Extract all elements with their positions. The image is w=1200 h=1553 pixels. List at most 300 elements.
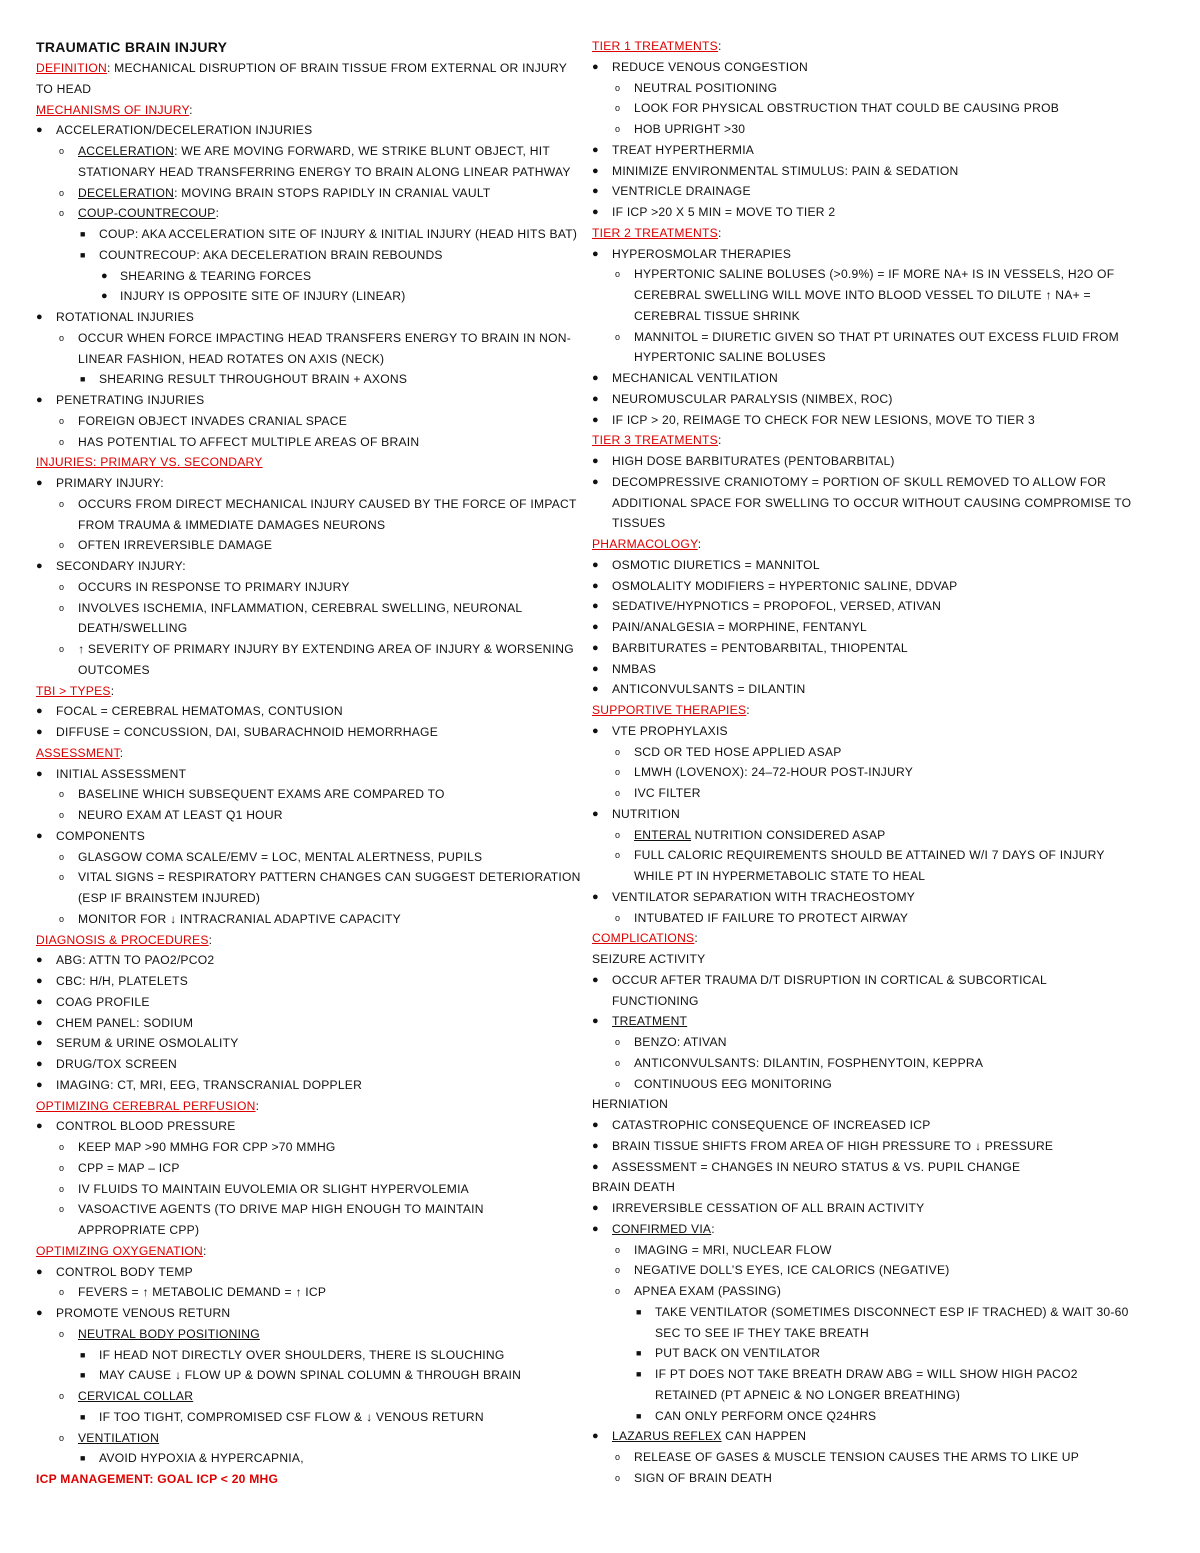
heading-label: MECHANISMS OF INJURY (36, 102, 190, 117)
square-bullet-icon: ■ (80, 229, 86, 239)
circle-bullet-icon: o (59, 644, 65, 654)
bullet-icon: ● (592, 621, 599, 633)
list-item (592, 555, 1132, 576)
list-item (592, 264, 1132, 285)
bullet-icon: ● (592, 1015, 599, 1028)
section-heading (36, 1096, 576, 1117)
item-body: ANTICONVULSANTS = DILANTIN (612, 682, 806, 697)
list-item (592, 721, 1132, 742)
item-body: FULL CALORIC REQUIREMENTS SHOULD BE ATTAINED W/I 7 DAYS OF INJURY (634, 848, 1105, 863)
continuation-line (592, 1323, 1132, 1344)
bullet-icon: ● (36, 726, 43, 738)
circle-bullet-icon: o (615, 331, 621, 342)
list-item (36, 701, 576, 722)
list-item (592, 1136, 1132, 1157)
item-body: NUTRITION CONSIDERED ASAP (691, 827, 886, 842)
list-item (592, 596, 1132, 617)
item-body: NEUROMUSCULAR PARALYSIS (NIMBEX, ROC) (612, 391, 893, 406)
item-text (36, 1265, 193, 1279)
list-item (592, 1364, 1132, 1385)
bullet-icon: ● (592, 890, 599, 903)
list-item (36, 1262, 576, 1283)
circle-bullet-icon: o (615, 1057, 621, 1068)
list-item (36, 598, 576, 619)
heading-text: : MECHANICAL DISRUPTION OF BRAIN TISSUE FROM EXTERNAL OR INJURY (106, 61, 568, 75)
list-item (36, 1345, 576, 1366)
item-body: : MOVING BRAIN STOPS RAPIDLY IN CRANIAL VAULT (174, 185, 491, 200)
item-text (592, 1201, 924, 1215)
item-body: OCCUR AFTER TRAUMA D/T DISRUPTION IN CORTICAL & SUBCORTICAL (612, 972, 1047, 987)
item-body: INJURY IS OPPOSITE SITE OF INJURY (LINEAR) (120, 289, 406, 304)
list-item (36, 1324, 576, 1345)
item-text (592, 205, 835, 219)
item-text (592, 1118, 931, 1132)
list-item (592, 451, 1132, 472)
list-item (36, 764, 576, 785)
item-body: CAN ONLY PERFORM ONCE Q24HRS (655, 1408, 877, 1423)
list-item (36, 1075, 576, 1096)
continuation-line (592, 866, 1132, 887)
underlined-term: LAZARUS REFLEX (612, 1429, 722, 1444)
item-body: : WE ARE MOVING FORWARD, WE STRIKE BLUNT OBJECT, HIT (174, 144, 550, 158)
list-item (592, 617, 1132, 638)
list-item (36, 1282, 576, 1303)
bullet-icon: ● (592, 455, 599, 467)
bullet-icon: ● (592, 807, 599, 820)
item-text (36, 1410, 484, 1424)
item-body: : (215, 206, 220, 221)
list-item (36, 784, 576, 805)
item-text (36, 144, 550, 158)
circle-bullet-icon: o (615, 1244, 621, 1255)
square-bullet-icon: ■ (80, 1370, 86, 1381)
heading-label: OPTIMIZING OXYGENATION (36, 1243, 204, 1258)
item-text (592, 911, 908, 925)
item-body: : (711, 1221, 715, 1236)
square-bullet-icon: ■ (636, 1369, 642, 1379)
circle-bullet-icon: o (615, 850, 621, 861)
item-text (36, 414, 347, 428)
list-item (592, 98, 1132, 119)
item-body: ASSESSMENT = CHANGES IN NEURO STATUS & VS. PUPIL CHANGE (612, 1159, 1021, 1174)
underlined-term: CONFIRMED VIA (612, 1221, 712, 1236)
list-item (592, 389, 1132, 410)
item-text (592, 1409, 876, 1423)
list-item (36, 432, 576, 453)
line-text: DEATH/SWELLING (78, 621, 188, 636)
item-body: IF HEAD NOT DIRECTLY OVER SHOULDERS, THERE IS SLOUCHING (99, 1347, 505, 1362)
item-text (592, 143, 754, 157)
bullet-icon: ● (36, 1120, 43, 1133)
continuation-line (36, 162, 576, 183)
bullet-icon: ● (592, 1119, 599, 1131)
item-text (36, 248, 443, 262)
heading-label: ASSESSMENT (36, 745, 120, 760)
list-item (36, 1158, 576, 1179)
underlined-term: VENTILATION (78, 1430, 160, 1445)
list-item (592, 1074, 1132, 1095)
item-body: CBC: H/H, PLATELETS (56, 974, 189, 988)
item-text (592, 745, 842, 759)
bullet-icon: ● (101, 290, 108, 303)
heading-colon: : (255, 1098, 260, 1113)
heading-label: TBI > TYPES (36, 683, 111, 698)
list-item (592, 119, 1132, 140)
list-item (592, 1302, 1132, 1323)
list-item (592, 1343, 1132, 1364)
list-item (36, 577, 576, 598)
item-body: MANNITOL = DIURETIC GIVEN SO THAT PT URINATES OUT EXCESS FLUID FROM (634, 329, 1119, 344)
continuation-line: TO HEAD (36, 81, 92, 96)
item-body: MONITOR FOR ↓ INTRACRANIAL ADAPTIVE CAPACITY (78, 911, 401, 926)
circle-bullet-icon: o (615, 269, 621, 280)
item-text (36, 787, 445, 801)
bullet-icon: ● (592, 1139, 599, 1152)
item-text (36, 580, 350, 594)
bullet-icon: ● (592, 60, 599, 73)
list-item (36, 1137, 576, 1158)
item-body: IRREVERSIBLE CESSATION OF ALL BRAIN ACTIVITY (612, 1201, 925, 1215)
item-body: SERUM & URINE OSMOLALITY (56, 1036, 239, 1051)
item-text (592, 848, 1105, 862)
heading-colon: : (189, 102, 193, 117)
item-body: OFTEN IRREVERSIBLE DAMAGE (78, 538, 273, 553)
circle-bullet-icon: o (59, 146, 65, 156)
circle-bullet-icon: o (615, 829, 621, 840)
continuation-line (592, 347, 1132, 368)
list-item (36, 203, 576, 224)
heading-colon: : (110, 683, 115, 698)
item-body: VASOACTIVE AGENTS (TO DRIVE MAP HIGH ENOUGH TO MAINTAIN (78, 1202, 484, 1217)
list-item (592, 327, 1132, 348)
list-item (592, 742, 1132, 763)
item-text (592, 392, 893, 406)
continuation-line (592, 1385, 1132, 1406)
item-body: IF ICP >20 X 5 MIN = MOVE TO TIER 2 (612, 205, 836, 219)
bullet-icon: ● (36, 1016, 43, 1029)
item-text (592, 267, 1114, 281)
circle-bullet-icon: o (59, 540, 65, 551)
bullet-icon: ● (36, 767, 43, 780)
list-item (592, 1157, 1132, 1178)
subsection-heading: BRAIN DEATH (592, 1180, 676, 1195)
item-body: COAG PROFILE (56, 994, 150, 1009)
line-text: STATIONARY HEAD TRANSFERRING ENERGY TO BRAIN ALONG LINEAR PATHWAY (78, 164, 571, 179)
list-item (36, 1054, 576, 1075)
list-item (36, 992, 576, 1013)
item-text (36, 1161, 180, 1175)
item-text (36, 1431, 159, 1445)
circle-bullet-icon: o (59, 913, 65, 924)
item-text (592, 1305, 1129, 1319)
item-text (36, 995, 150, 1009)
list-item (592, 887, 1132, 908)
item-body: VENTRICLE DRAINAGE (612, 184, 751, 199)
item-body: IF ICP > 20, REIMAGE TO CHECK FOR NEW LESIONS, MOVE TO TIER 3 (612, 412, 1036, 427)
list-item (592, 1032, 1132, 1053)
list-item (36, 120, 576, 141)
list-item (592, 679, 1132, 700)
item-body: KEEP MAP >90 MMHG FOR CPP >70 MMHG (78, 1140, 336, 1154)
circle-bullet-icon: o (59, 789, 65, 800)
item-text (36, 1348, 505, 1362)
item-text (592, 330, 1119, 344)
bullet-icon: ● (36, 1307, 43, 1319)
square-bullet-icon: ■ (636, 1306, 642, 1317)
item-text (592, 475, 1106, 489)
list-item (592, 908, 1132, 929)
bullet-icon: ● (592, 600, 599, 613)
circle-bullet-icon: o (615, 124, 621, 134)
circle-bullet-icon: o (59, 187, 65, 198)
underlined-term: DECELERATION (78, 185, 175, 200)
item-body: CONTROL BLOOD PRESSURE (56, 1119, 236, 1134)
continuation-line (36, 1220, 576, 1241)
item-body: MINIMIZE ENVIRONMENTAL STIMULUS: PAIN & SEDATION (612, 163, 959, 178)
bullet-icon: ● (101, 269, 108, 282)
bullet-icon: ● (592, 1202, 599, 1214)
section-heading (36, 100, 576, 121)
item-text (36, 1327, 260, 1341)
continuation-line (592, 513, 1132, 534)
circle-bullet-icon: o (59, 1162, 65, 1173)
item-text (592, 765, 913, 779)
list-item (592, 825, 1132, 846)
list-item (592, 845, 1132, 866)
square-bullet-icon: ■ (80, 374, 86, 385)
item-body: FOCAL = CEREBRAL HEMATOMAS, CONTUSION (56, 704, 343, 719)
item-body: MAY CAUSE ↓ FLOW UP & DOWN SPINAL COLUMN & THROUGH BRAIN (99, 1368, 522, 1383)
heading-label: COMPLICATIONS (592, 931, 695, 946)
list-item (36, 867, 581, 888)
list-item (36, 1448, 576, 1469)
circle-bullet-icon: o (59, 1328, 65, 1339)
item-text (592, 1077, 832, 1091)
square-bullet-icon: ■ (636, 1348, 642, 1359)
bullet-icon: ● (36, 975, 43, 987)
right-column (592, 36, 1132, 1489)
item-text (592, 454, 895, 468)
square-bullet-icon: ■ (80, 1349, 86, 1360)
item-body: ↑ SEVERITY OF PRIMARY INJURY BY EXTENDING AREA OF INJURY & WORSENING (78, 642, 574, 656)
item-text (36, 331, 571, 345)
list-item (592, 202, 1132, 223)
item-body: AVOID HYPOXIA & HYPERCAPNIA, (99, 1451, 304, 1466)
section-heading (592, 223, 1132, 244)
circle-bullet-icon: o (615, 103, 621, 114)
item-body: VTE PROPHYLAXIS (612, 723, 728, 738)
item-text (36, 725, 438, 739)
list-item (592, 1468, 1132, 1489)
item-body: INTUBATED IF FAILURE TO PROTECT AIRWAY (634, 910, 909, 925)
bullet-icon: ● (36, 311, 43, 323)
heading-label: SUPPORTIVE THERAPIES (592, 703, 747, 717)
item-body: LMWH (LOVENOX): 24–72-HOUR POST-INJURY (634, 765, 914, 780)
circle-bullet-icon: o (59, 436, 65, 447)
item-text (36, 289, 405, 303)
list-item (592, 1115, 1132, 1136)
list-item (592, 161, 1132, 182)
list-item (592, 1426, 1132, 1447)
item-body: LOOK FOR PHYSICAL OBSTRUCTION THAT COULD BE CAUSING PROB (634, 101, 1060, 116)
section-heading (36, 681, 576, 702)
item-text (592, 247, 791, 261)
item-text (592, 973, 1047, 987)
item-body: PAIN/ANALGESIA = MORPHINE, FENTANYL (612, 620, 867, 634)
section-heading-icp: ICP MANAGEMENT: GOAL ICP < 20 MHG (36, 1472, 279, 1486)
heading-label: DIAGNOSIS & PROCEDURES (36, 932, 209, 947)
item-text (592, 1139, 1053, 1153)
bullet-icon: ● (36, 995, 43, 1008)
item-text (36, 1306, 230, 1320)
bullet-icon: ● (592, 164, 599, 177)
item-body: VITAL SIGNS = RESPIRATORY PATTERN CHANGES CAN SUGGEST DETERIORATION (78, 870, 581, 885)
list-item (36, 266, 576, 287)
circle-bullet-icon: o (615, 767, 621, 778)
item-text (36, 186, 491, 200)
item-text (592, 1263, 950, 1277)
item-body: IMAGING: CT, MRI, EEG, TRANSCRANIAL DOPPLER (56, 1077, 363, 1092)
list-item (36, 224, 576, 245)
item-text (592, 558, 820, 572)
circle-bullet-icon: o (615, 1078, 621, 1089)
item-body: FOREIGN OBJECT INVADES CRANIAL SPACE (78, 413, 348, 428)
bullet-icon: ● (36, 1265, 43, 1278)
bullet-icon: ● (592, 1222, 599, 1235)
continuation-line (592, 991, 1132, 1012)
bullet-icon: ● (592, 558, 599, 571)
item-body: ABG: ATTN TO PAO2/PCO2 (56, 953, 215, 968)
bullet-icon: ● (592, 973, 599, 986)
item-text (36, 538, 272, 552)
continuation-line (36, 618, 576, 639)
item-body: OSMOLALITY MODIFIERS = HYPERTONIC SALINE, DDVAP (612, 578, 958, 593)
item-text (592, 60, 808, 74)
item-text (36, 559, 186, 573)
bullet-icon: ● (36, 1078, 43, 1091)
item-body: INVOLVES ISCHEMIA, INFLAMMATION, CEREBRAL SWELLING, NEURONAL (78, 600, 523, 615)
item-body: REDUCE VENOUS CONGESTION (612, 59, 808, 74)
list-item (592, 1447, 1132, 1468)
bullet-icon: ● (36, 954, 43, 967)
item-text (36, 912, 401, 926)
bullet-icon: ● (36, 829, 43, 842)
list-item (36, 1116, 576, 1137)
item-text (36, 1036, 239, 1050)
list-item (36, 971, 576, 992)
list-item (592, 804, 1132, 825)
circle-bullet-icon: o (59, 872, 65, 883)
item-text (36, 1202, 484, 1216)
item-body: OSMOTIC DIURETICS = MANNITOL (612, 557, 820, 572)
list-item (592, 1198, 1132, 1219)
heading-colon: : (746, 703, 750, 717)
item-text (36, 974, 188, 988)
item-body: CPP = MAP – ICP (78, 1160, 180, 1175)
list-item (36, 826, 576, 847)
circle-bullet-icon: o (59, 415, 65, 426)
item-body: IMAGING = MRI, NUCLEAR FLOW (634, 1242, 832, 1257)
section-heading (36, 743, 576, 764)
item-text (36, 704, 343, 718)
heading-colon: : (119, 745, 124, 760)
list-item (36, 1013, 576, 1034)
item-body: SHEARING RESULT THROUGHOUT BRAIN + AXONS (99, 372, 408, 387)
item-text (36, 269, 311, 283)
item-text (592, 101, 1059, 115)
list-item (592, 472, 1132, 493)
list-item (36, 1428, 576, 1449)
list-item (36, 556, 576, 577)
circle-bullet-icon: o (615, 912, 621, 923)
list-item (592, 78, 1132, 99)
subsection-heading: HERNIATION (592, 1097, 669, 1112)
item-text (592, 1035, 727, 1049)
list-item (36, 1303, 576, 1324)
item-body: SHEARING & TEARING FORCES (120, 268, 312, 283)
list-item (592, 1011, 1132, 1032)
bullet-icon: ● (592, 683, 599, 696)
item-body: NEURO EXAM AT LEAST Q1 HOUR (78, 808, 283, 822)
item-text (592, 184, 751, 198)
list-item (592, 659, 1132, 680)
item-text (592, 682, 805, 696)
bullet-icon: ● (592, 143, 599, 156)
list-item (592, 1053, 1132, 1074)
line-text: LINEAR FASHION, HEAD ROTATES ON AXIS (NECK) (78, 351, 385, 366)
circle-bullet-icon: o (59, 1391, 65, 1401)
square-bullet-icon: ■ (80, 1453, 86, 1464)
bullet-icon: ● (36, 394, 43, 406)
circle-bullet-icon: o (615, 82, 621, 93)
continuation-line (592, 493, 1132, 514)
line-text: FUNCTIONING (612, 993, 699, 1008)
underlined-term: NEUTRAL BODY POSITIONING (78, 1326, 260, 1341)
subsection-heading: SEIZURE ACTIVITY (592, 952, 706, 966)
line-text: TISSUES (612, 516, 666, 531)
list-item (592, 638, 1132, 659)
list-item (592, 762, 1132, 783)
list-item (36, 909, 576, 930)
line-text: RETAINED (PT APNEIC & NO LONGER BREATHING) (655, 1387, 961, 1402)
bullet-icon: ● (592, 662, 599, 675)
section-heading (592, 700, 1132, 721)
item-text (36, 850, 482, 864)
item-body: COUNTRECOUP: AKA DECELERATION BRAIN REBOUNDS (99, 247, 443, 262)
heading-colon: : (208, 932, 213, 947)
line-text: HYPERTONIC SALINE BOLUSES (634, 350, 826, 365)
section-heading (36, 930, 576, 951)
list-item (592, 57, 1132, 78)
item-text (592, 599, 941, 613)
heading-colon: : (694, 931, 698, 946)
section-heading (36, 1241, 576, 1262)
list-item (592, 410, 1132, 431)
item-body: PUT BACK ON VENTILATOR (655, 1346, 821, 1361)
bullet-icon: ● (592, 724, 599, 737)
heading-label: OPTIMIZING CEREBRAL PERFUSION (36, 1098, 256, 1113)
list-item (36, 722, 576, 743)
continuation-line (36, 660, 576, 681)
item-text (36, 1057, 177, 1071)
item-text (592, 641, 908, 655)
heading-label: PHARMACOLOGY (592, 537, 698, 551)
item-body: TREAT HYPERTHERMIA (612, 142, 755, 157)
item-body: NMBAS (612, 661, 657, 676)
item-body: CHEM PANEL: SODIUM (56, 1015, 194, 1030)
item-text (36, 310, 194, 324)
item-text (592, 579, 958, 593)
